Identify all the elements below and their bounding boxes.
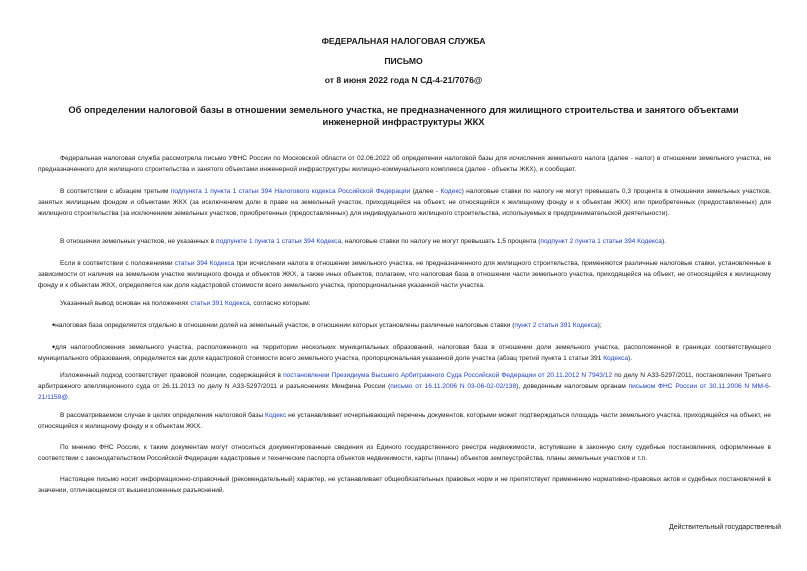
link-kodeks[interactable]: Кодекс <box>440 188 462 195</box>
bullet-item-2 <box>38 342 771 364</box>
paragraph-4-text-b: при исчислении налога в отношении земельного участка, не предназначенного для жилищного строительства, применяются различные налоговые ставки, установленные в зависимости от наличия на земельном участке жилищного фонда и объектов ЖКХ, а также иных объектов, полагаем, что налоговая база в отношении части земельного участка, приходящейся на объект, не относящийся к жилищному фонду и к объектам ЖКХ, определяется как доля кадастровой стоимости всего земельного участка, пропорциональная указанной части участка. <box>38 260 771 290</box>
link-vas-ruling[interactable]: постановлении Президиума Высшего Арбитражного Суда Российской Федерации от 20.11.2012 N 7943/12 <box>283 372 613 379</box>
paragraph-6-text-c: ), доведенным налоговым органам <box>516 383 629 391</box>
agency-name: ФЕДЕРАЛЬНАЯ НАЛОГОВАЯ СЛУЖБА <box>321 36 486 46</box>
paragraph-6-text-d: . <box>68 394 70 402</box>
bullet-icon: • <box>52 342 56 352</box>
paragraph-9: Настоящее письмо носит информационно-справочный (рекомендательный) характер, не устанавливает общеобязательных правовых норм и не препятствует применению нормативно-правовых актов и судебных постановлений в значении, отличающемся от вышеизложенных разъяснений. <box>38 476 771 495</box>
link-fns-letter[interactable]: письмом ФНС России от 30.11.2006 N ММ-6-21/1159@ <box>38 383 772 402</box>
link-kodeks-3[interactable]: Кодекс <box>265 412 287 419</box>
paragraph-3-text-a: В отношении земельных участков, не указанных в <box>60 238 217 245</box>
link-391-2[interactable]: пункт 2 статьи 391 Кодекса <box>514 322 598 329</box>
paragraph-3 <box>38 236 771 247</box>
link-394-1-2[interactable]: подпункт 2 пункта 1 статьи 394 Кодекса <box>540 238 662 245</box>
paragraph-4 <box>38 258 771 292</box>
paragraph-6-text-b: по делу N А33-5297/2011, постановлении Третьего арбитражного апелляционного суда от 26.11.2013 по делу N А33-5297/2011 и разъяснениях Минфина России ( <box>38 372 771 391</box>
paragraph-2-text-b: (далее - <box>410 188 441 195</box>
bullet-1-text-b: ); <box>597 322 602 329</box>
bullet-item-1 <box>38 320 771 331</box>
bullet-2-text-b: ). <box>628 355 633 363</box>
bullet-1-text-a: налоговая база определяется отдельно в отношении долей на земельный участок, в отношении которых установлены различные налоговые ставки ( <box>55 322 515 329</box>
paragraph-5-text-b: , согласно которым: <box>249 300 311 307</box>
link-article-391[interactable]: статьи 391 Кодекса <box>190 300 250 307</box>
paragraph-2-text-c: ) налоговые ставки по налогу не могут превышать 0,3 процента в отношении земельных участков, занятых жилищным фондом и объектами ЖКХ (за исключением доли в праве на земельный участок, приходящейся на объект, не относящийся к жилищному фонду и к объектам ЖКХ) или приобретенных (предоставленных) для жилищного строительства (за исключением земельных участков, приобретенных (предоставленных) для индивидуального жилищного строительства, используемых в предпринимательской деятельности). <box>38 188 771 218</box>
link-nk-394-1-1[interactable]: подпункта 1 пункта 1 статьи 394 Налогового кодекса Российской Федерации <box>170 188 411 195</box>
paragraph-3-text-c: ). <box>661 238 666 245</box>
link-article-394[interactable]: статьи 394 Кодекса <box>174 260 235 267</box>
paragraph-2-text-a: В соответствии с абзацем третьим <box>60 188 171 195</box>
bullet-2-text-a: для налогообложения земельного участка, расположенного на территории нескольких муниципальных образований, налоговая база в отношении доли земельного участка, расположенной в границах соответствующего муниципального образования, определяется как доля кадастровой стоимости всего земельного участка, пропорциональная указанной доле участка (абзац третий пункта 1 статьи 391 <box>38 344 771 363</box>
footer-status: Действительный государственный <box>669 524 781 531</box>
document-date-number: от 8 июня 2022 года N СД-4-21/7076@ <box>324 75 483 85</box>
paragraph-8: По мнению ФНС России, к таким документам могут относиться документированные сведения из Единого государственного реестра недвижимости, вступившие в законную силу судебные постановления, оформленные в соответствии с законодательством Российской Федерации кадастровые и технические паспорта объектов недвижимости, карты (планы) объектов землеустройства, планы земельных участков и т.п. <box>38 444 771 463</box>
bullet-icon: • <box>52 320 56 330</box>
link-kodeks-2[interactable]: Кодекса <box>603 355 629 363</box>
document-title: Об определении налоговой базы в отношении земельного участка, не предназначенного для жилищного строительства и занятого объектами инженерной инфраструктуры ЖКХ <box>68 104 739 127</box>
paragraph-3-text-b: , налоговые ставки по налогу не могут превышать 1,5 процента ( <box>341 238 541 245</box>
paragraph-7-text-a: В рассматриваемом случае в целях определения налоговой базы <box>60 412 266 419</box>
paragraph-5 <box>38 298 771 309</box>
paragraph-5-text-a: Указанный вывод основан на положениях <box>60 300 191 307</box>
paragraph-7-text-b: не устанавливает исчерпывающий перечень документов, которыми может подтверждаться площадь части земельного участка, приходящейся на объект, не относящийся к жилищному фонду и к объектам ЖКХ. <box>38 412 772 431</box>
paragraph-1: Федеральная налоговая служба рассмотрела письмо УФНС России по Московской области от 02.06.2022 об определении налоговой базы для исчисления земельного налога (далее - налог) в отношении земельного участка, не предназначенного для жилищного строительства и занятого объектами инженерной инфраструктуры жилищно-коммунального комплекса (далее - объекты ЖКХ), и сообщает. <box>38 155 771 174</box>
paragraph-4-text-a: Если в соответствии с положениями <box>60 260 175 267</box>
paragraph-7 <box>38 410 771 432</box>
paragraph-6 <box>38 370 771 404</box>
link-394-1-1[interactable]: подпункте 1 пункта 1 статьи 394 Кодекса <box>216 238 342 245</box>
paragraph-6-text-a: Изложенный подход соответствует правовой позиции, содержащейся в <box>60 372 284 379</box>
link-minfin-letter[interactable]: письмо от 16.11.2006 N 03-06-02-02/138 <box>390 383 517 391</box>
document-type: ПИСЬМО <box>384 56 423 66</box>
paragraph-2 <box>38 186 771 220</box>
